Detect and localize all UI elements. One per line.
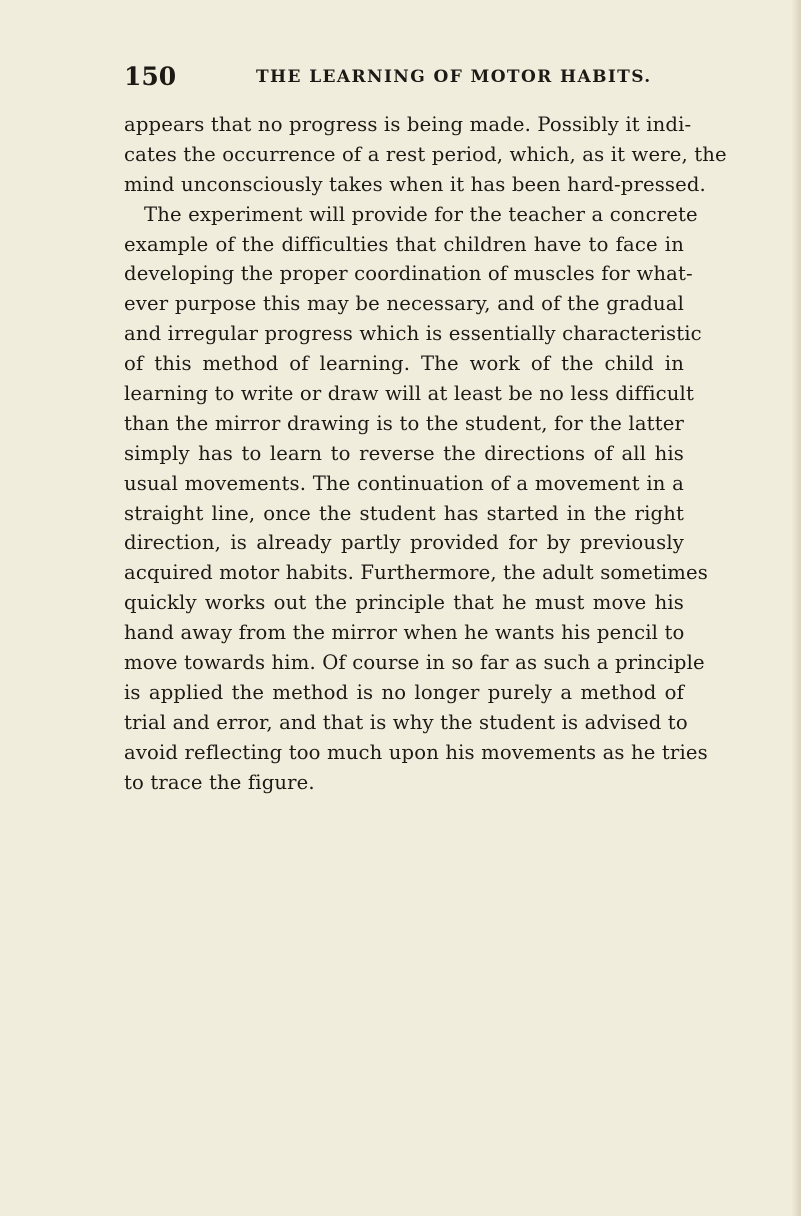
text-line: and irregular progress which is essentially characteristic	[124, 322, 702, 346]
text-line: The experiment will provide for the teacher a concrete	[144, 202, 698, 226]
text-line: developing the proper coordination of muscles for what-	[124, 262, 693, 286]
page-number: 150	[124, 62, 177, 91]
text-line: example of the difficulties that children have to face in	[124, 232, 684, 256]
text-line: avoid reflecting too much upon his movements as he tries	[124, 740, 708, 764]
text-line: usual movements. The continuation of a movement in a	[124, 471, 684, 495]
text-line: direction, is already partly provided for by previously	[124, 531, 684, 555]
text-line: quickly works out the principle that he must move his	[124, 591, 684, 615]
text-line: is applied the method is no longer purely a method of	[124, 680, 684, 704]
text-line: appears that no progress is being made. Possibly it indi-	[124, 113, 692, 136]
text-line: ever purpose this may be necessary, and of the gradual	[124, 292, 684, 316]
text-line: to trace the figure.	[124, 770, 315, 794]
text-line: acquired motor habits. Furthermore, the adult sometimes	[124, 561, 708, 585]
text-line: move towards him. Of course in so far as such a principle	[124, 651, 705, 675]
text-line: cates the occurrence of a rest period, which, as it were, the	[124, 142, 727, 166]
text-line: hand away from the mirror when he wants his pencil to	[124, 621, 685, 645]
text-line: of this method of learning. The work of the child in	[124, 352, 684, 376]
text-line: than the mirror drawing is to the student, for the latter	[124, 411, 684, 435]
running-head	[124, 62, 684, 92]
running-head-title: THE LEARNING OF MOTOR HABITS.	[256, 67, 652, 87]
text-line: trial and error, and that is why the student is advised to	[124, 710, 688, 734]
text-line: mind unconsciously takes when it has been hard-pressed.	[124, 172, 706, 196]
page-edge	[791, 0, 801, 1216]
text-line: learning to write or draw will at least be no less difficult	[124, 382, 694, 406]
text-line: simply has to learn to reverse the directions of all his	[124, 441, 684, 465]
text-line: straight line, once the student has started in the right	[124, 501, 684, 525]
body-paragraph	[124, 110, 727, 797]
